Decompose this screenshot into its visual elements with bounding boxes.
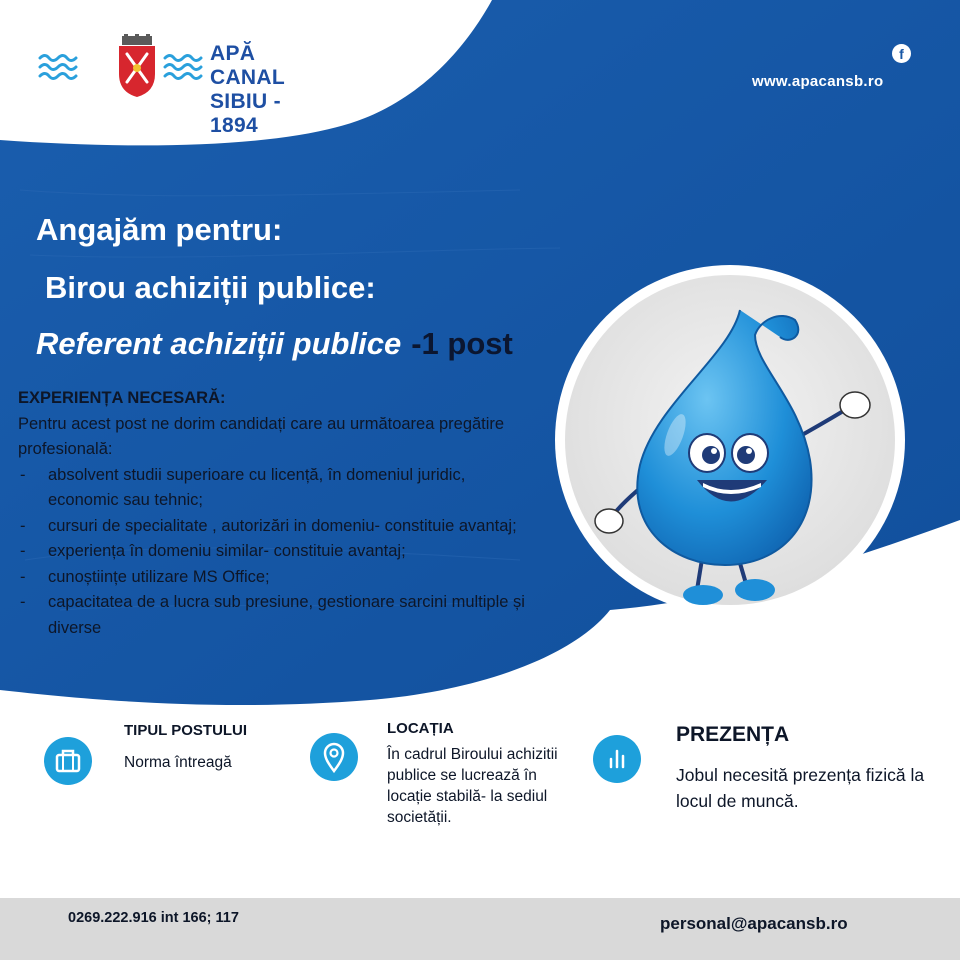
role-title: Referent achiziții publice (36, 326, 402, 361)
brand-line1: APĂ CANAL (210, 42, 285, 89)
briefcase-icon (44, 737, 92, 785)
job-type-text: Norma întreagă (124, 754, 232, 771)
headline-department: Birou achiziții publice: (45, 270, 376, 305)
company-logo (38, 34, 308, 137)
footer-bar (0, 898, 960, 960)
list-item: - experiența în domeniu similar- constituie avantaj; (18, 539, 538, 565)
list-item: - capacitatea de a lucra sub presiune, gestionare sarcini multiple și diverse (18, 590, 538, 641)
requirements-section (18, 386, 538, 641)
headline-hiring: Angajăm pentru: (36, 212, 283, 247)
location-text: În cadrul Biroului achizitii publice se lucrează în locație stabilă- la sediul societății. (387, 746, 558, 826)
email-link[interactable]: personal@apacansb.ro (660, 914, 848, 933)
coat-of-arms-icon (116, 34, 158, 98)
list-item: - cursuri de specialitate , autorizări in domeniu- constituie avantaj; (18, 514, 538, 540)
requirements-title: EXPERIENȚA NECESARĂ: (18, 389, 226, 407)
waves-left-icon (38, 52, 78, 82)
website-link[interactable]: www.apacansb.ro (752, 73, 884, 90)
presence-title: PREZENȚA (676, 723, 790, 746)
location-title: LOCAȚIA (387, 720, 454, 737)
post-count: -1 post (411, 326, 513, 361)
water-drop-mascot-icon (555, 265, 905, 615)
list-item: - absolvent studii superioare cu licență, în domeniul juridic, economic sau tehnic; (18, 463, 538, 514)
brand-line2: SIBIU - 1894 (210, 90, 281, 137)
requirements-list (18, 463, 538, 642)
waves-right-icon (163, 52, 203, 82)
map-pin-icon (310, 733, 358, 781)
headline-role (36, 326, 513, 362)
list-item: - cunoștiințe utilizare MS Office; (18, 565, 538, 591)
brand-name (210, 42, 308, 138)
facebook-icon[interactable]: f (892, 44, 911, 63)
bar-chart-icon (593, 735, 641, 783)
presence-text: Jobul necesită prezența fizică la locul de muncă. (676, 765, 925, 811)
requirements-intro: Pentru acest post ne dorim candidați care au următoarea pregătire profesională: (18, 414, 505, 458)
job-type-title: TIPUL POSTULUI (124, 722, 248, 739)
phone-number[interactable]: 0269.222.916 int 166; 117 (68, 910, 239, 926)
